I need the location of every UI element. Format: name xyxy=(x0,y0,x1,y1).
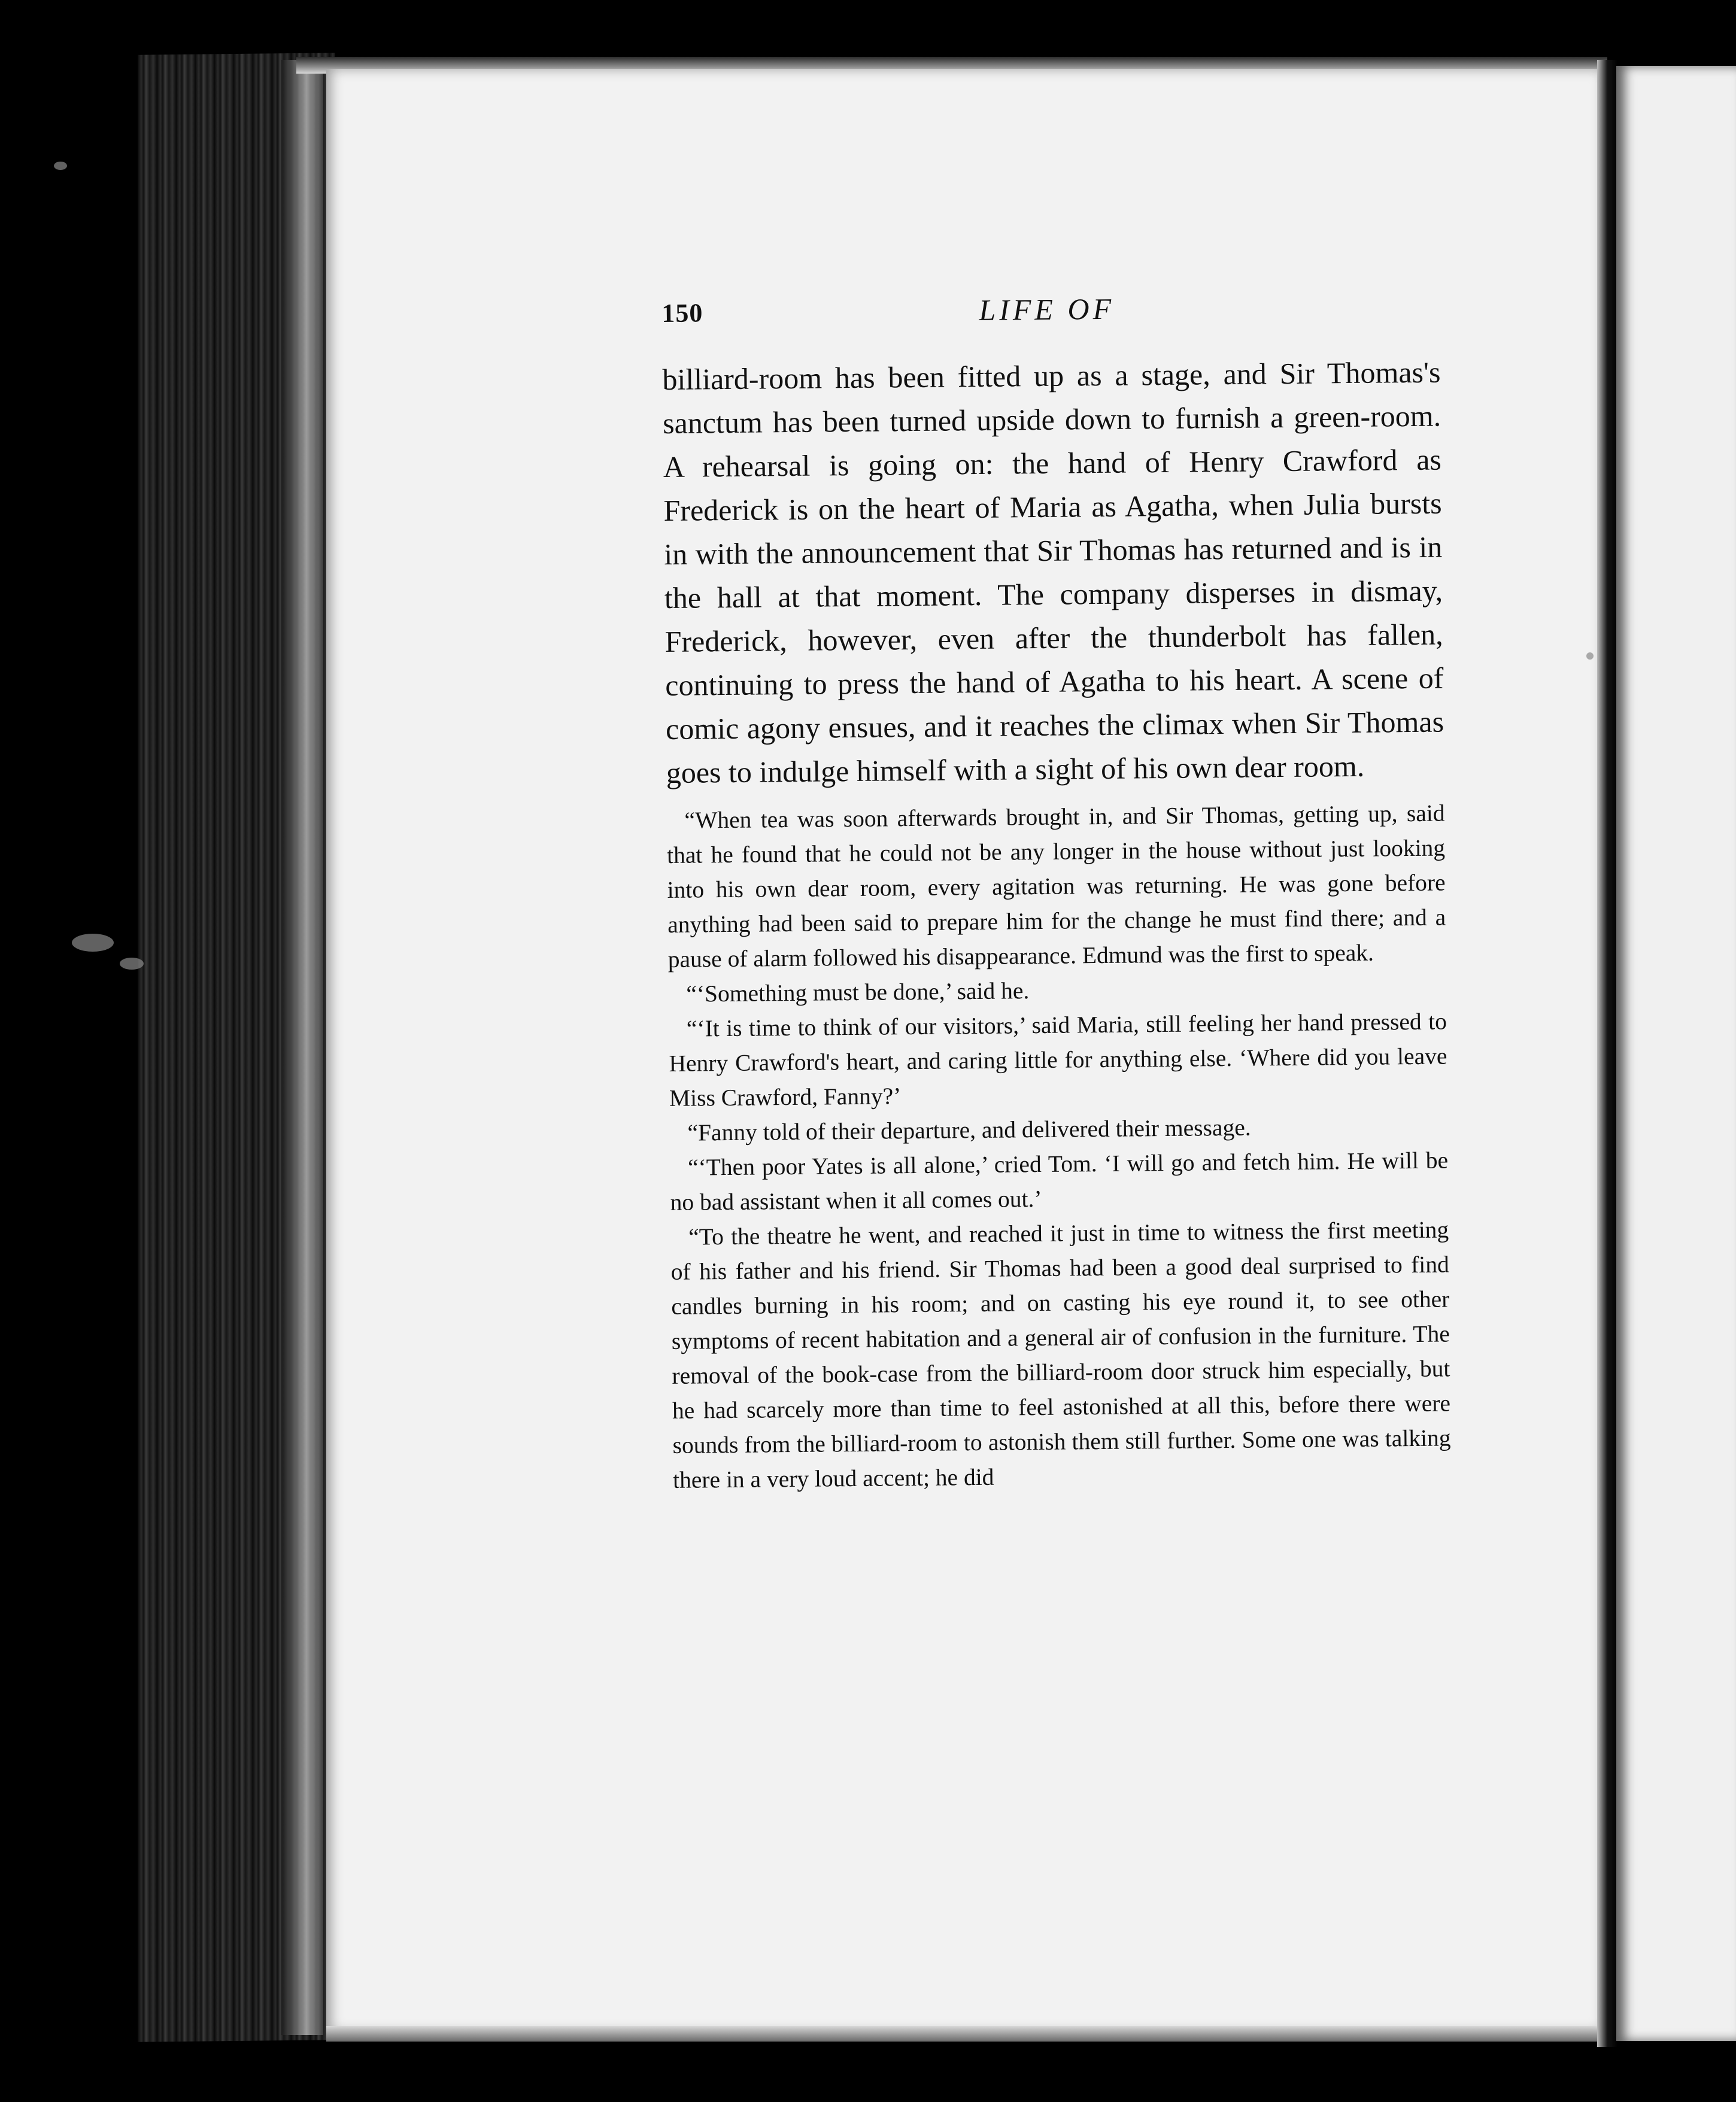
quotation-paragraph: “‘Then poor Yates is all alone,’ cried Tom. ‘I will go and fetch him. He will be no bad assistant when it all comes out.’ xyxy=(670,1147,1449,1216)
page-number: 150 xyxy=(661,298,703,328)
running-title: LIFE OF xyxy=(979,291,1115,327)
dust-speck xyxy=(120,958,144,970)
book-gutter xyxy=(1597,60,1617,2047)
quotation-paragraph: “When tea was soon afterwards brought in, and Sir Thomas, getting up, said that he found that he could not be any longer in the house without just looking into his own dear room, every agitation was returning. He was gone before anything had been said to prepare him for the change he must find there; and a pause of alarm followed his disappearance. Edmund was the first to speak. xyxy=(666,800,1446,973)
dust-speck xyxy=(1586,652,1594,660)
quotation-paragraph: “Fanny told of their departure, and delivered their message. xyxy=(687,1114,1251,1146)
quotation-paragraph: “‘Something must be done,’ said he. xyxy=(686,977,1030,1007)
page-text xyxy=(661,280,1451,1497)
body-paragraph: billiard-room has been fitted up as a stage, and Sir Thomas's sanctum has been turned upside down to furnish a green-room. A rehearsal is going on: the hand of Henry Crawford as Frederick is on the heart of Maria as Agatha, when Julia bursts in with the announcement that Sir Thomas has returned and is in the hall at that moment. The company disperses in dismay, Frederick, however, even after the thunderbolt has fallen, continuing to press the hand of Agatha to his heart. A scene of comic agony ensues, and it reaches the climax when Sir Thomas goes to indulge himself with a sight of his own dear room. xyxy=(662,355,1444,789)
running-head xyxy=(661,280,1440,335)
facing-page-edge xyxy=(1616,66,1736,2041)
quotation-paragraph: “To the theatre he went, and reached it just in time to witness the first meeting of his father and his friend. Sir Thomas had been a good deal surprised to find candles burning in his room; and on casting his eye round it, to see other symptoms of recent habitation and a general air of confusion in the furniture. The removal of the book-case from the billiard-room door struck him especially, but he had scarcely more than time to feel astonished at all this, before there were sounds from the billiard-room to astonish them still further. Some one was talking there in a very loud accent; he did xyxy=(670,1216,1451,1493)
dust-speck xyxy=(54,162,67,170)
page-bottom-rim xyxy=(326,2026,1607,2042)
quotation-paragraph: “‘It is time to think of our visitors,’ said Maria, still feeling her hand pressed to Henry Crawford's heart, and caring little for anything else. ‘Where did you leave Miss Crawford, Fanny?’ xyxy=(669,1008,1447,1111)
page-edge-highlight xyxy=(281,60,323,2035)
dust-speck xyxy=(72,934,114,952)
